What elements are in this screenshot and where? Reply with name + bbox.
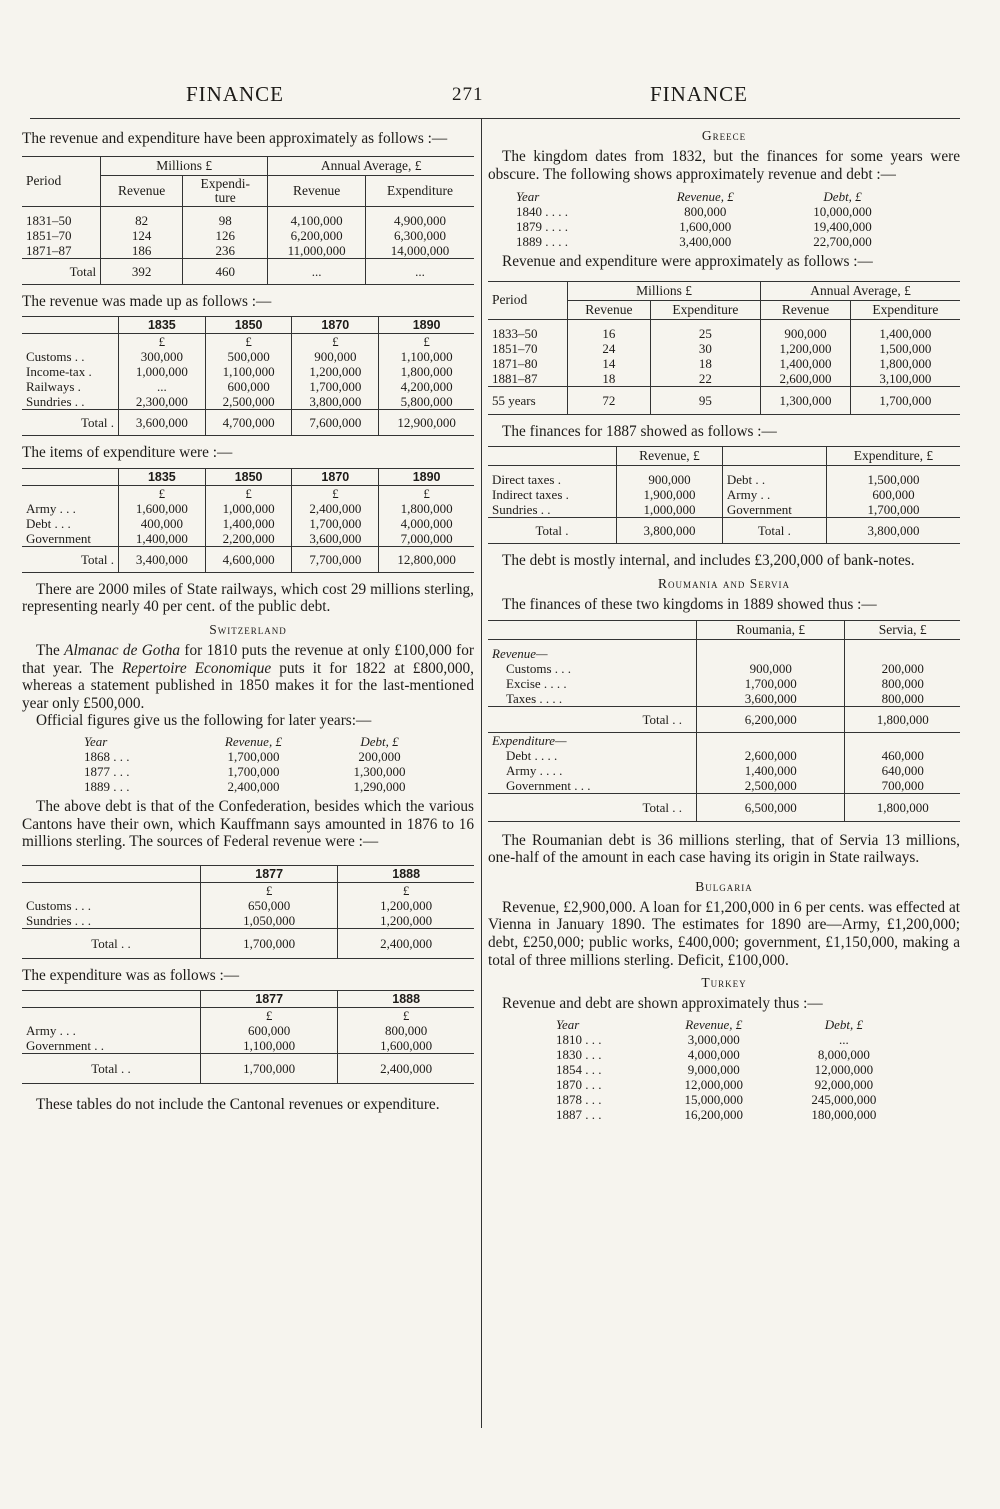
list-item: 1830 . . . 4,000,000 8,000,000 [556,1046,870,1062]
greece-debt-paragraph: The debt is mostly internal, and includes £3,200,000 of bank-notes. [502,552,915,570]
year-header: 1870 [292,468,379,485]
period-header: Period [488,281,567,319]
switzerland-heading: Switzerland [209,621,287,637]
table-row: Indirect taxes . 1,900,000 Army . . 600,000 [488,487,960,502]
header-rule [30,118,960,119]
greece-heading: Greece [701,128,747,143]
running-head-right: FINANCE [650,82,749,106]
closing-paragraph: These tables do not include the Cantonal revenues or expenditure. [36,1096,440,1114]
intro-paragraph: The revenue and expenditure have been approximately as follows :— [22,130,448,147]
list-item: 1854 . . . 9,000,000 12,000,000 [556,1061,874,1077]
list-item: 1868 . . . 1,700,000 200,000 [84,748,401,764]
confederation-paragraph: The above debt is that of the Confederation, besides which the various Cantons have their own, which Kauffmann says amounted in 1876 to 16 millions sterling. The sources of Federal revenue were :— [22,797,474,851]
table-row: Taxes . . . . 3,600,000 800,000 [488,691,960,707]
table-row: Sundries . . 2,300,000 2,500,000 3,800,000 5,800,000 [22,394,474,410]
left-column [22,120,474,1114]
table-row: Government . . . 2,500,000 700,000 [488,778,960,794]
total-row: Total . . 1,700,000 2,400,000 [22,1054,474,1084]
list-item: 1887 . . . 16,200,000 180,000,000 [556,1106,877,1122]
right-column [488,120,960,1122]
annual-header: Annual Average, £ [268,156,474,175]
bulgaria-heading: Bulgaria [695,878,753,894]
year-header: 1870 [292,317,379,334]
greece-revenue-expenditure-table [488,281,960,415]
expenditure-items-table: 1835 1850 1870 1890 £ £ £ £ Army . . . 1,600,000 1,000,000 2,400,000 1,800,000 Debt . . . 400,000 1,400,000 1,700,000 4,000,000 Government 1,400,000 2,200,000 3,600,000 7,000,000 Total . 3,400,000 4,600,000 7,700,000 12,800,000 [22,468,474,573]
bulgaria-paragraph: Revenue, £2,900,000. A loan for £1,200,000 in 6 per cents. was effected at Vienna in January 1890. The estimates for 1890 are—Army, £1,200,000; debt, £250,000; public works, £400,000; government, £1,150,000, making a total of three millions sterling. Deficit, £100,000. [488,898,960,969]
switzerland-paragraph: The Almanac de Gotha for 1810 puts the revenue at only £100,000 for that year. The Repertoire Economique puts it for 1822 at £800,000, whereas a statement published in 1850 makes it for the last-mentioned year only £500,000. [22,641,474,712]
total-row: Total . 3,400,000 4,600,000 7,700,000 12,800,000 [22,546,474,572]
table-row: Railways . ... 600,000 1,700,000 4,200,000 [22,379,474,394]
annual-header: Annual Average, £ [761,281,960,300]
greece-revenue-debt-list: Year Revenue, £ Debt, £ 1840 . . . . 800,000 10,000,000 1879 . . . . 1,600,000 19,400,000 1889 . . . . 3,400,000 22,700,000 [512,189,912,249]
table-row: Debt . . . 400,000 1,400,000 1,700,000 4,000,000 [22,516,474,531]
list-item: 1870 . . . 12,000,000 92,000,000 [556,1076,874,1092]
table-row: 1851–70 24 30 1,200,000 1,500,000 [488,341,960,356]
col-annual-expenditure: Expenditure [872,301,939,317]
year-header: 1890 [412,469,441,484]
year-header: 1888 [392,992,421,1007]
year-header: 1835 [119,317,206,334]
col-annual-expenditure: Expenditure [386,182,453,198]
col-expenditure: Expenditure, £ [853,448,934,464]
running-head-left: FINANCE [186,82,285,106]
table-row: Army . . . . 1,400,000 640,000 [488,763,960,778]
list-item: 1879 . . . . 1,600,000 19,400,000 [516,219,872,235]
revenue-expenditure-table [22,156,474,285]
col-annual-revenue: Revenue [268,175,366,206]
total-row: Total . 3,600,000 4,700,000 7,600,000 12,900,000 [22,410,474,436]
table-row: Customs . . . 650,000 1,200,000 [22,898,474,913]
table-row: 1833–50 16 25 900,000 1,400,000 [488,326,960,341]
federal-revenue-table: 1877 1888 £ £ Customs . . . 650,000 1,200,000 Sundries . . . 1,050,000 1,200,000 Total . . 1,700,000 2,400,000 [22,865,474,959]
table-row: Income-tax . 1,000,000 1,100,000 1,200,000 1,800,000 [22,364,474,379]
total-row: Total . . 6,200,000 1,800,000 [488,706,960,732]
table-row: Sundries . . 1,000,000 Government 1,700,000 [488,502,960,518]
col-servia: Servia, £ [878,621,927,637]
roumania-servia-heading: Roumania and Servia [657,575,791,591]
total-row: Total 392 460 ... ... [22,258,474,284]
table-row: Excise . . . . 1,700,000 800,000 [488,676,960,691]
millions-header: Millions £ [567,281,760,300]
table-row: 1851–70 124 126 6,200,000 6,300,000 [22,228,474,243]
year-header: 1888 [392,866,421,881]
table-row: Sundries . . . 1,050,000 1,200,000 [22,913,474,929]
column-divider [481,118,482,1428]
table-row: Debt . . . . 2,600,000 460,000 [488,748,960,763]
railways-paragraph: There are 2000 miles of State railways, which cost 29 millions sterling, representing nearly 40 per cent. of the public debt. [22,580,474,616]
total-row: Total . 3,800,000 Total . 3,800,000 [488,518,960,544]
turkey-heading: Turkey [701,975,747,991]
t1-rows [22,206,474,284]
list-item: 1840 . . . . 800,000 10,000,000 [516,204,872,220]
year-header: 1877 [201,865,338,882]
page-number: 271 [452,84,484,105]
col-roumania: Roumania, £ [697,620,845,639]
official-figures-paragraph: Official figures give us the following for later years:— [36,712,372,730]
total-row: Total . . 6,500,000 1,800,000 [488,793,960,821]
col-revenue: Revenue [101,175,183,206]
col-revenue: Revenue, £ [617,447,723,466]
year-header: 1877 [201,991,338,1008]
revenue-sources-table: 1835 1850 1870 1890 £ £ £ £ Customs . . 300,000 500,000 900,000 1,100,000 Income-tax . 1,000,000 1,100,000 1,200,000 1,800,000 Railways . ... 600,000 1,700,000 4,200,000 Sundries . . 2,300,000 2,500,000 3,800,000 5,800,000 Total . 3,600,000 4,700,000 7,600,000 12,900,000 [22,316,474,436]
list-item: 1878 . . . 15,000,000 245,000,000 [556,1091,877,1107]
greece-paragraph-2: Revenue and expenditure were approximately as follows :— [502,253,873,271]
turkey-paragraph: Revenue and debt are shown approximately thus :— [502,995,823,1013]
roumania-servia-table: Roumania, £ Servia, £ Revenue— Customs . . . 900,000 200,000 Excise . . . . 1,700,000 800,000 Taxes . . . . 3,600,000 800,000 Total . . 6,200,000 1,800,000 Expenditure— Debt . . . . 2,600,000 460,000 Army . . . . 1,400,000 640,000 Government . . . 2,500,000 700,000 Total . . 6,500,000 1,800,000 [488,620,960,822]
roumania-servia-paragraph: The finances of these two kingdoms in 1889 showed thus :— [502,595,877,613]
table-row: Government 1,400,000 2,200,000 3,600,000 7,000,000 [22,531,474,547]
t5-intro: The expenditure was as follows :— [22,966,240,984]
table-row: 1831–50 82 98 4,100,000 4,900,000 [22,213,474,228]
list-item: 1877 . . . 1,700,000 1,300,000 [84,763,406,779]
col-annual-revenue: Revenue [761,300,851,319]
g2-intro: The finances for 1887 showed as follows :— [502,422,777,440]
table-row: 1871–80 14 18 1,400,000 1,800,000 [488,356,960,371]
table-row: Army . . . 600,000 800,000 [22,1023,474,1038]
list-item: 1810 . . . 3,000,000 ... [556,1031,849,1047]
swiss-revenue-debt-list: Year Revenue, £ Debt, £ 1868 . . . 1,700,000 200,000 1877 . . . 1,700,000 1,300,000 1889 . . . 2,400,000 1,290,000 [80,734,440,794]
year-header: 1850 [205,468,292,485]
year-header: 1890 [412,318,441,333]
list-item: 1889 . . . . 3,400,000 22,700,000 [516,234,872,250]
turkey-revenue-debt-list: Year Revenue, £ Debt, £ 1810 . . . 3,000,000 ... 1830 . . . 4,000,000 8,000,000 1854 . . . 9,000,000 12,000,000 1870 . . . 12,000,000 92,000,000 1878 . . . 15,000,000 245,000,000 1887 . . . 16,200,000 180,000,000 [552,1017,912,1122]
col-expenditure: Expendi- ture [183,175,268,206]
col-revenue: Revenue [567,300,650,319]
year-header: 1850 [205,317,292,334]
table-row: Army . . . 1,600,000 1,000,000 2,400,000 1,800,000 [22,501,474,516]
t2-intro: The revenue was made up as follows :— [22,292,272,310]
t3-intro: The items of expenditure were :— [22,444,233,462]
table-row: Customs . . . 900,000 200,000 [488,661,960,676]
table-row: Customs . . 300,000 500,000 900,000 1,100,000 [22,349,474,364]
table-row: 1871–87 186 236 11,000,000 14,000,000 [22,243,474,259]
table-row: 1881–87 18 22 2,600,000 3,100,000 [488,371,960,387]
total-row: 55 years 72 95 1,300,000 1,700,000 [488,386,960,414]
year-header: 1835 [119,468,206,485]
millions-header: Millions £ [101,156,268,175]
total-row: Total . . 1,700,000 2,400,000 [22,928,474,958]
greece-1887-table [488,446,960,544]
table-row: Government . . 1,100,000 1,600,000 [22,1038,474,1054]
period-header: Period [22,156,101,206]
federal-expenditure-table: 1877 1888 £ £ Army . . . 600,000 800,000 Government . . 1,100,000 1,600,000 Total . . 1,700,000 2,400,000 [22,990,474,1084]
col-expenditure: Expenditure [650,300,760,319]
greece-paragraph: The kingdom dates from 1832, but the finances for some years were obscure. The following shows approximately revenue and debt :— [488,148,960,183]
table-row: Direct taxes . 900,000 Debt . . 1,500,000 [488,472,960,487]
roumanian-debt-paragraph: The Roumanian debt is 36 millions sterling, that of Servia 13 millions, one-half of the amount in each case having its origin in State railways. [488,831,960,867]
list-item: 1889 . . . 2,400,000 1,290,000 [84,778,406,794]
